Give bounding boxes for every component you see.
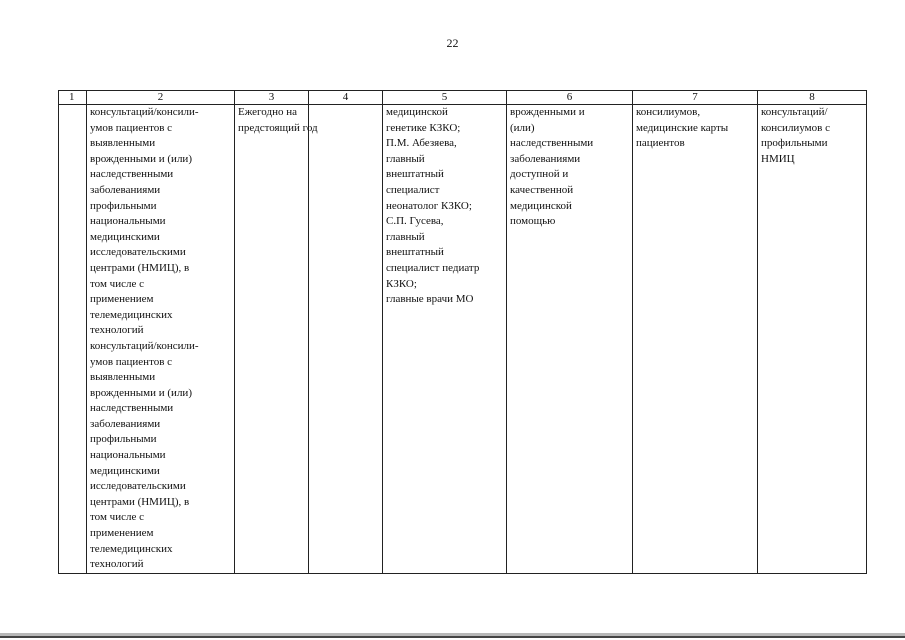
cell-text-line: врожденными и (или) xyxy=(90,386,192,399)
cell-text-line: НМИЦ xyxy=(761,152,795,165)
header-cell-3: 3 xyxy=(235,91,309,105)
cell-text-line: помощью xyxy=(510,215,556,228)
cell-col-2 xyxy=(87,105,235,574)
scan-edge-line xyxy=(0,636,905,638)
cell-text-line: главный xyxy=(386,152,425,165)
cell-text-line: медицинской xyxy=(510,199,572,212)
cell-text-line: телемедицинских xyxy=(90,542,173,555)
cell-text-line: центрами (НМИЦ), в xyxy=(90,261,190,274)
cell-text-line: внештатный xyxy=(386,246,444,259)
cell-text-line: заболеваниями xyxy=(90,183,161,196)
header-cell-4: 4 xyxy=(309,91,383,105)
cell-text-line: консультаций/консили- xyxy=(90,339,199,352)
cell-text-line: медицинскими xyxy=(90,230,160,243)
cell-text-line: медицинской xyxy=(386,106,448,118)
cell-text-line: консилиумов с xyxy=(761,121,830,134)
cell-text-line: пациентов xyxy=(636,137,685,150)
cell-text-line: выявленными xyxy=(90,371,156,384)
cell-text-line: телемедицинских xyxy=(90,308,173,321)
plan-table xyxy=(58,90,867,574)
cell-col-6 xyxy=(507,105,633,574)
cell-text-line: исследовательскими xyxy=(90,246,186,259)
header-cell-7: 7 xyxy=(633,91,758,105)
cell-text-line: умов пациентов с xyxy=(90,121,173,134)
cell-text-line: С.П. Гусева, xyxy=(386,215,444,228)
cell-text-line: неонатолог КЗКО; xyxy=(386,199,472,212)
header-cell-5: 5 xyxy=(383,91,507,105)
cell-text-line: главные врачи МО xyxy=(386,293,474,306)
table-row xyxy=(59,105,867,574)
page-number: 22 xyxy=(446,36,459,50)
cell-col-5 xyxy=(383,105,507,574)
cell-text-line: профильными xyxy=(761,137,828,150)
cell-text-line: (или) xyxy=(510,121,535,134)
header-cell-6: 6 xyxy=(507,91,633,105)
cell-col-3 xyxy=(235,105,318,574)
cell-text-line: внештатный xyxy=(386,168,444,181)
cell-text-line: консилиумов, xyxy=(636,106,701,118)
cell-text-line: специалист xyxy=(386,183,440,196)
cell-text-line: врожденными и xyxy=(510,106,585,118)
cell-text-line: медицинскими xyxy=(90,464,160,477)
cell-text-line: заболеваниями xyxy=(510,152,581,165)
cell-text-line: генетике КЗКО; xyxy=(386,121,461,134)
header-cell-1: 1 xyxy=(59,91,87,105)
cell-text-line: КЗКО; xyxy=(386,277,417,290)
cell-text-line: том числе с xyxy=(90,511,144,524)
cell-text-line: технологий xyxy=(90,324,144,337)
cell-text-line: наследственными xyxy=(90,168,174,181)
cell-text-line: заболеваниями xyxy=(90,417,161,430)
cell-text-line: национальными xyxy=(90,215,166,228)
cell-col-4 xyxy=(309,105,383,574)
cell-text-line: консультаций/ xyxy=(761,106,828,118)
cell-text-line: умов пациентов с xyxy=(90,355,173,368)
cell-text-line: исследовательскими xyxy=(90,480,186,493)
cell-text-line: наследственными xyxy=(510,137,594,150)
cell-text-line: консультаций/консили- xyxy=(90,106,199,118)
cell-col-1 xyxy=(59,105,87,574)
header-cell-8: 8 xyxy=(758,91,867,105)
header-cell-2: 2 xyxy=(87,91,235,105)
cell-text-line: применением xyxy=(90,527,154,540)
cell-text-line: выявленными xyxy=(90,137,156,150)
cell-text-line: специалист педиатр xyxy=(386,261,480,274)
column-number-row xyxy=(59,91,867,105)
cell-text-line: врожденными и (или) xyxy=(90,152,192,165)
cell-col-7 xyxy=(633,105,758,574)
cell-text-line: профильными xyxy=(90,199,157,212)
cell-text-line: том числе с xyxy=(90,277,144,290)
cell-text-line: технологий xyxy=(90,558,144,571)
cell-text-line: доступной и xyxy=(510,168,569,181)
cell-text-line: медицинские карты xyxy=(636,121,729,134)
cell-text-line: применением xyxy=(90,293,154,306)
cell-text-line: предстоящий год xyxy=(238,121,318,134)
cell-text-line: наследственными xyxy=(90,402,174,415)
cell-text-line: главный xyxy=(386,230,425,243)
cell-text-line: качественной xyxy=(510,183,574,196)
cell-text-line: П.М. Абезяева, xyxy=(386,137,457,150)
cell-text-line: национальными xyxy=(90,449,166,462)
cell-text-line: профильными xyxy=(90,433,157,446)
cell-text-line: Ежегодно на xyxy=(238,106,297,118)
cell-col-8 xyxy=(758,105,867,574)
cell-text-line: центрами (НМИЦ), в xyxy=(90,495,190,508)
